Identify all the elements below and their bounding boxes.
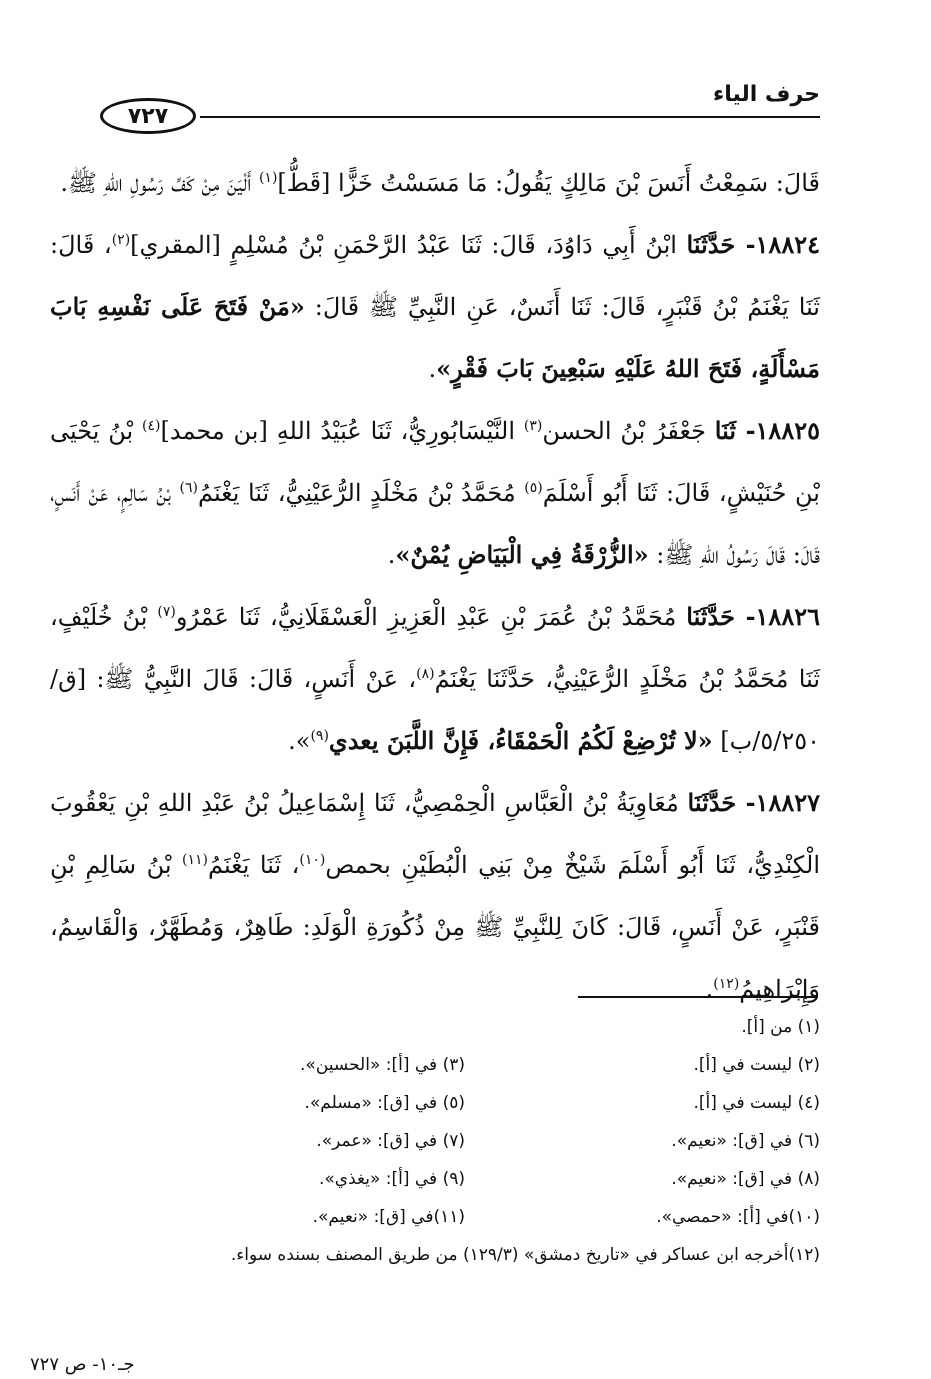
p1-text2: أَلْيَنَ مِنْ كَفِّ رَسُولِ اللهِ ﷺ. [60,169,259,197]
page-number: ٧٢٧ [127,103,169,129]
footnote-ref-11: (١١) [181,852,208,868]
footnote-row [110,1160,820,1198]
footnote-4: (٤) ليست في [أ]. [693,1093,820,1113]
footnote-2: (٢) ليست في [أ]. [693,1055,820,1075]
narration-lead: ثَنَا [714,416,736,445]
isnad-text: النَّيْسَابُورِيُّ، ثَنَا عُبَيْدُ اللهِ [بن محمد] [160,417,524,445]
isnad-text: ، ثَنَا يَغْنَمُ [207,851,300,879]
hadith-18826 [50,586,820,772]
footnote-3: (٣) في [أ]: «الحسين». [300,1055,465,1075]
volume-page-mark: جـ١٠- ص ٧٢٧ [30,1354,135,1375]
footnote-separator [578,996,818,998]
chapter-title: حرف الياء [712,82,820,107]
page-header [100,78,820,129]
footnote-7: (٧) في [ق]: «عمر». [316,1131,465,1151]
footnote-ref-6: (٦) [179,480,198,496]
isnad-text: جَعْفَرُ بْنُ الحسن [542,417,715,445]
footnote-row [110,1236,820,1274]
body-text [50,152,820,1020]
isnad-text: ، عَنْ أَنَسٍ، قَالَ: قَالَ النَّبِيُّ ﷺ: [ق/٥/٢٥٠/ب] [50,665,820,755]
hadith-number: ١٨٨٢٦- [734,602,820,631]
footnote-9: (٩) في [أ]: «يغذي». [318,1169,465,1189]
footnote-5: (٥) في [ق]: «مسلم». [304,1093,465,1113]
page-number-badge [100,98,196,134]
footnote-8: (٨) في [ق]: «نعيم». [671,1169,820,1189]
footnote-6: (٦) في [ق]: «نعيم». [671,1131,820,1151]
hadith-number: ١٨٨٢٧- [736,788,820,817]
footnote-1: (١) من [أ]. [741,1017,820,1037]
footnote-row [110,1084,820,1122]
isnad-text: مُحَمَّدُ بْنُ عُمَرَ بْنِ عَبْدِ الْعَزِيزِ الْعَسْقَلَانِيُّ، ثَنَا عَمْرُو [175,603,687,631]
isnad-text: بْنُ خُلَيْفٍ، ثَنَا مُحَمَّدُ بْنُ مَخْلَدٍ الرُّعَيْنِيُّ، حَدَّثَنَا يَغْنَمُ [50,603,821,693]
hadith-number: ١٨٨٢٤- [735,230,820,259]
footnote-ref-9: (٩) [310,728,329,744]
footnote-11: (١١)في [ق]: «نعيم». [312,1207,465,1227]
isnad-text: ، قَالَ: ثَنَا يَغْنَمُ بْنُ قَنْبَرٍ، قَالَ: ثَنَا أَنَسٌ، عَنِ النَّبِيِّ ﷺ قَالَ: [50,231,820,321]
footnote-ref-7: (٧) [157,604,176,620]
end-mark: ». [288,727,311,755]
footnote-ref-12: (١٢) [713,976,740,992]
hadith-number: ١٨٨٢٥- [736,416,820,445]
matn-quote: «مَنْ فَتَحَ عَلَى نَفْسِهِ بَابَ مَسْأَلَةٍ، فَتَحَ اللهُ عَلَيْهِ سَبْعِينَ بَابَ فَقْرٍ» [50,292,820,383]
narration-lead: حَدَّثَنَا [686,602,735,631]
paragraph-continuation [50,152,820,214]
hadith-18824 [50,214,820,400]
footnote-row [110,1008,820,1046]
p1-text: قَالَ: سَمِعْتُ أَنَسَ بْنَ مَالِكٍ يَقُولُ: مَا مَسَسْتُ خَزًّا [قَطُّ] [277,169,820,197]
footnote-ref-3: (٣) [523,418,543,434]
matn-quote: «لا تُرْضِعْ لَكُمُ الْحَمْقَاءُ، فَإِنَّ اللَّبَنَ يعدي [328,726,713,755]
isnad-text: بْنُ يَحْيَى بْنِ حُنَيْشٍ، قَالَ: ثَنَا أَبُو أَسْلَمَ [50,417,820,507]
isnad-text: بْنُ سَالِمٍ، عَنْ أَنَسٍ، قَالَ: قَالَ رَسُولُ اللهِ ﷺ: [50,479,820,569]
hadith-18827 [50,772,820,1020]
isnad-text: مُحَمَّدُ بْنُ مَخْلَدٍ الرُّعَيْنِيُّ، ثَنَا يَغْنَمُ [197,479,525,507]
footnote-ref-4: (٤) [142,418,161,434]
footnote-ref-1: (١) [258,170,278,186]
footnote-ref-10: (١٠) [299,852,326,868]
header-rule [200,116,820,118]
isnad-text: بْنُ سَالِمِ بْنِ قَنْبَرٍ، عَنْ أَنَسٍ، قَالَ: كَانَ لِلنَّبِيِّ ﷺ مِنْ ذُكُورَةِ الْوَلَدِ: طَاهِرٌ، وَمُطَهَّرٌ، وَالْقَاسِمُ، وَإِبْرَاهِيمُ [50,851,820,1003]
footnote-row [110,1046,820,1084]
narration-lead: حَدَّثَنَا [687,788,737,817]
matn-quote: «الزُّرْقَةُ فِي الْبَيَاضِ يُمْنٌ» [395,540,649,569]
footnote-ref-5: (٥) [524,480,543,496]
footnote-row [110,1198,820,1236]
end-mark: . [705,975,714,1003]
footnote-ref-2: (٢) [111,232,131,248]
narration-lead: حَدَّثَنَا [686,230,736,259]
footnote-10: (١٠)في [أ]: «حمصي». [656,1207,820,1227]
isnad-text: مُعَاوِيَةُ بْنُ الْعَبَّاسِ الْحِمْصِيُّ، ثَنَا إِسْمَاعِيلُ بْنُ عَبْدِ اللهِ بْنِ يَعْقُوبَ الْكِنْدِيُّ، ثَنَا أَبُو أَسْلَمَ شَيْخٌ مِنْ بَنِي الْبُطَيْنِ بحمص [50,789,821,879]
end-mark: . [387,541,396,569]
footnotes [110,1008,820,1274]
end-mark: . [428,355,437,383]
isnad-text: ابْنُ أَبِي دَاوُدَ، قَالَ: ثَنَا عَبْدُ الرَّحْمَنِ بْنُ مُسْلِمٍ [المقري] [130,231,687,259]
footnote-row [110,1122,820,1160]
hadith-18825 [50,400,820,586]
footnote-12: (١٢)أخرجه ابن عساكر في «تاريخ دمشق» (١٢٩/٣) من طريق المصنف بسنده سواء. [230,1245,820,1265]
footnote-ref-8: (٨) [416,666,435,682]
